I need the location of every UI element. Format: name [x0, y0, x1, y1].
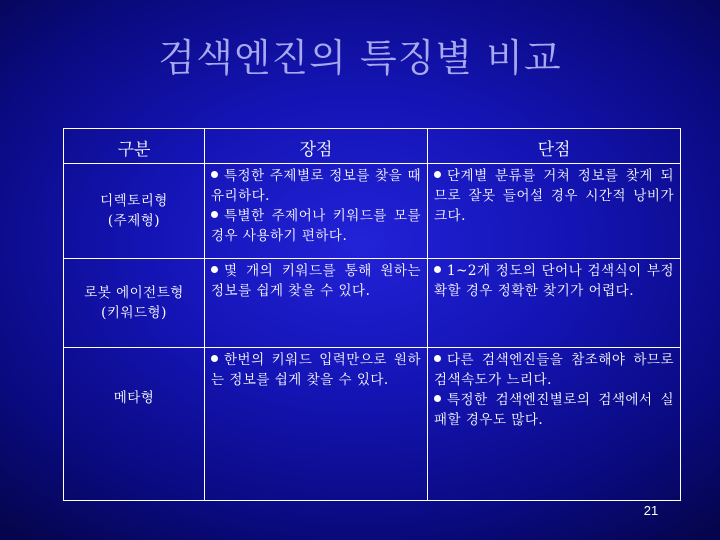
- bullet-icon: [434, 395, 441, 402]
- pros-item-text: 몇 개의 키워드를 통해 원하는 정보를 쉽게 찾을 수 있다.: [211, 263, 421, 299]
- cons-item-text: 1~2개 정도의 단어나 검색식이 부정확할 경우 정확한 찾기가 어렵다.: [434, 263, 674, 299]
- bullet-icon: [434, 171, 441, 178]
- row-category-line: 로봇 에이전트형: [84, 285, 184, 301]
- table-row: [64, 164, 681, 259]
- bullet-icon: [211, 211, 218, 218]
- bullet-icon: [211, 171, 218, 178]
- row-cons-cell: [428, 164, 681, 259]
- cons-item-text: 다른 검색엔진들을 참조해야 하므로 검색속도가 느리다.: [434, 352, 674, 388]
- pros-item: [211, 261, 421, 301]
- page-number: 21: [643, 503, 659, 518]
- row-category-cell: [64, 348, 205, 501]
- bullet-icon: [434, 266, 441, 273]
- cons-item: [434, 166, 674, 226]
- cons-item-text: 단계별 분류를 거쳐 정보를 찾게 되므로 잘못 들어설 경우 시간적 낭비가 크다.: [434, 168, 674, 224]
- cons-item: [434, 261, 674, 301]
- row-pros-cell: [205, 164, 428, 259]
- comparison-table: [63, 128, 681, 501]
- row-pros-cell: [205, 348, 428, 501]
- row-category-line: 메타형: [113, 390, 155, 406]
- table-header-row: [64, 129, 681, 164]
- table-row: [64, 259, 681, 348]
- row-category-cell: [64, 164, 205, 259]
- slide-title: 검색엔진의 특징별 비교: [158, 36, 562, 80]
- pros-item-text: 특별한 주제어나 키워드를 모를 경우 사용하기 편하다.: [211, 208, 421, 244]
- row-pros-cell: [205, 259, 428, 348]
- pros-item: [211, 206, 421, 246]
- cons-item-text: 특정한 검색엔진별로의 검색에서 실패할 경우도 많다.: [434, 392, 674, 428]
- row-cons-cell: [428, 259, 681, 348]
- row-category-cell: [64, 259, 205, 348]
- cons-item: [434, 350, 674, 390]
- row-category-line: (키워드형): [101, 305, 167, 321]
- pros-item-text: 특정한 주제별로 정보를 찾을 때 유리하다.: [211, 168, 421, 204]
- bullet-icon: [211, 266, 218, 273]
- table-row: [64, 348, 681, 501]
- row-cons-cell: [428, 348, 681, 501]
- bullet-icon: [211, 355, 218, 362]
- pros-item: [211, 166, 421, 206]
- header-pros: 장점: [205, 129, 428, 164]
- bullet-icon: [434, 355, 441, 362]
- row-category-line: 디렉토리형: [100, 193, 168, 209]
- row-category-line: (주제형): [107, 213, 161, 229]
- pros-item: [211, 350, 421, 390]
- pros-item-text: 한번의 키워드 입력만으로 원하는 정보를 쉽게 찾을 수 있다.: [211, 352, 421, 388]
- header-category: 구분: [64, 129, 205, 164]
- cons-item: [434, 390, 674, 430]
- header-cons: 단점: [428, 129, 681, 164]
